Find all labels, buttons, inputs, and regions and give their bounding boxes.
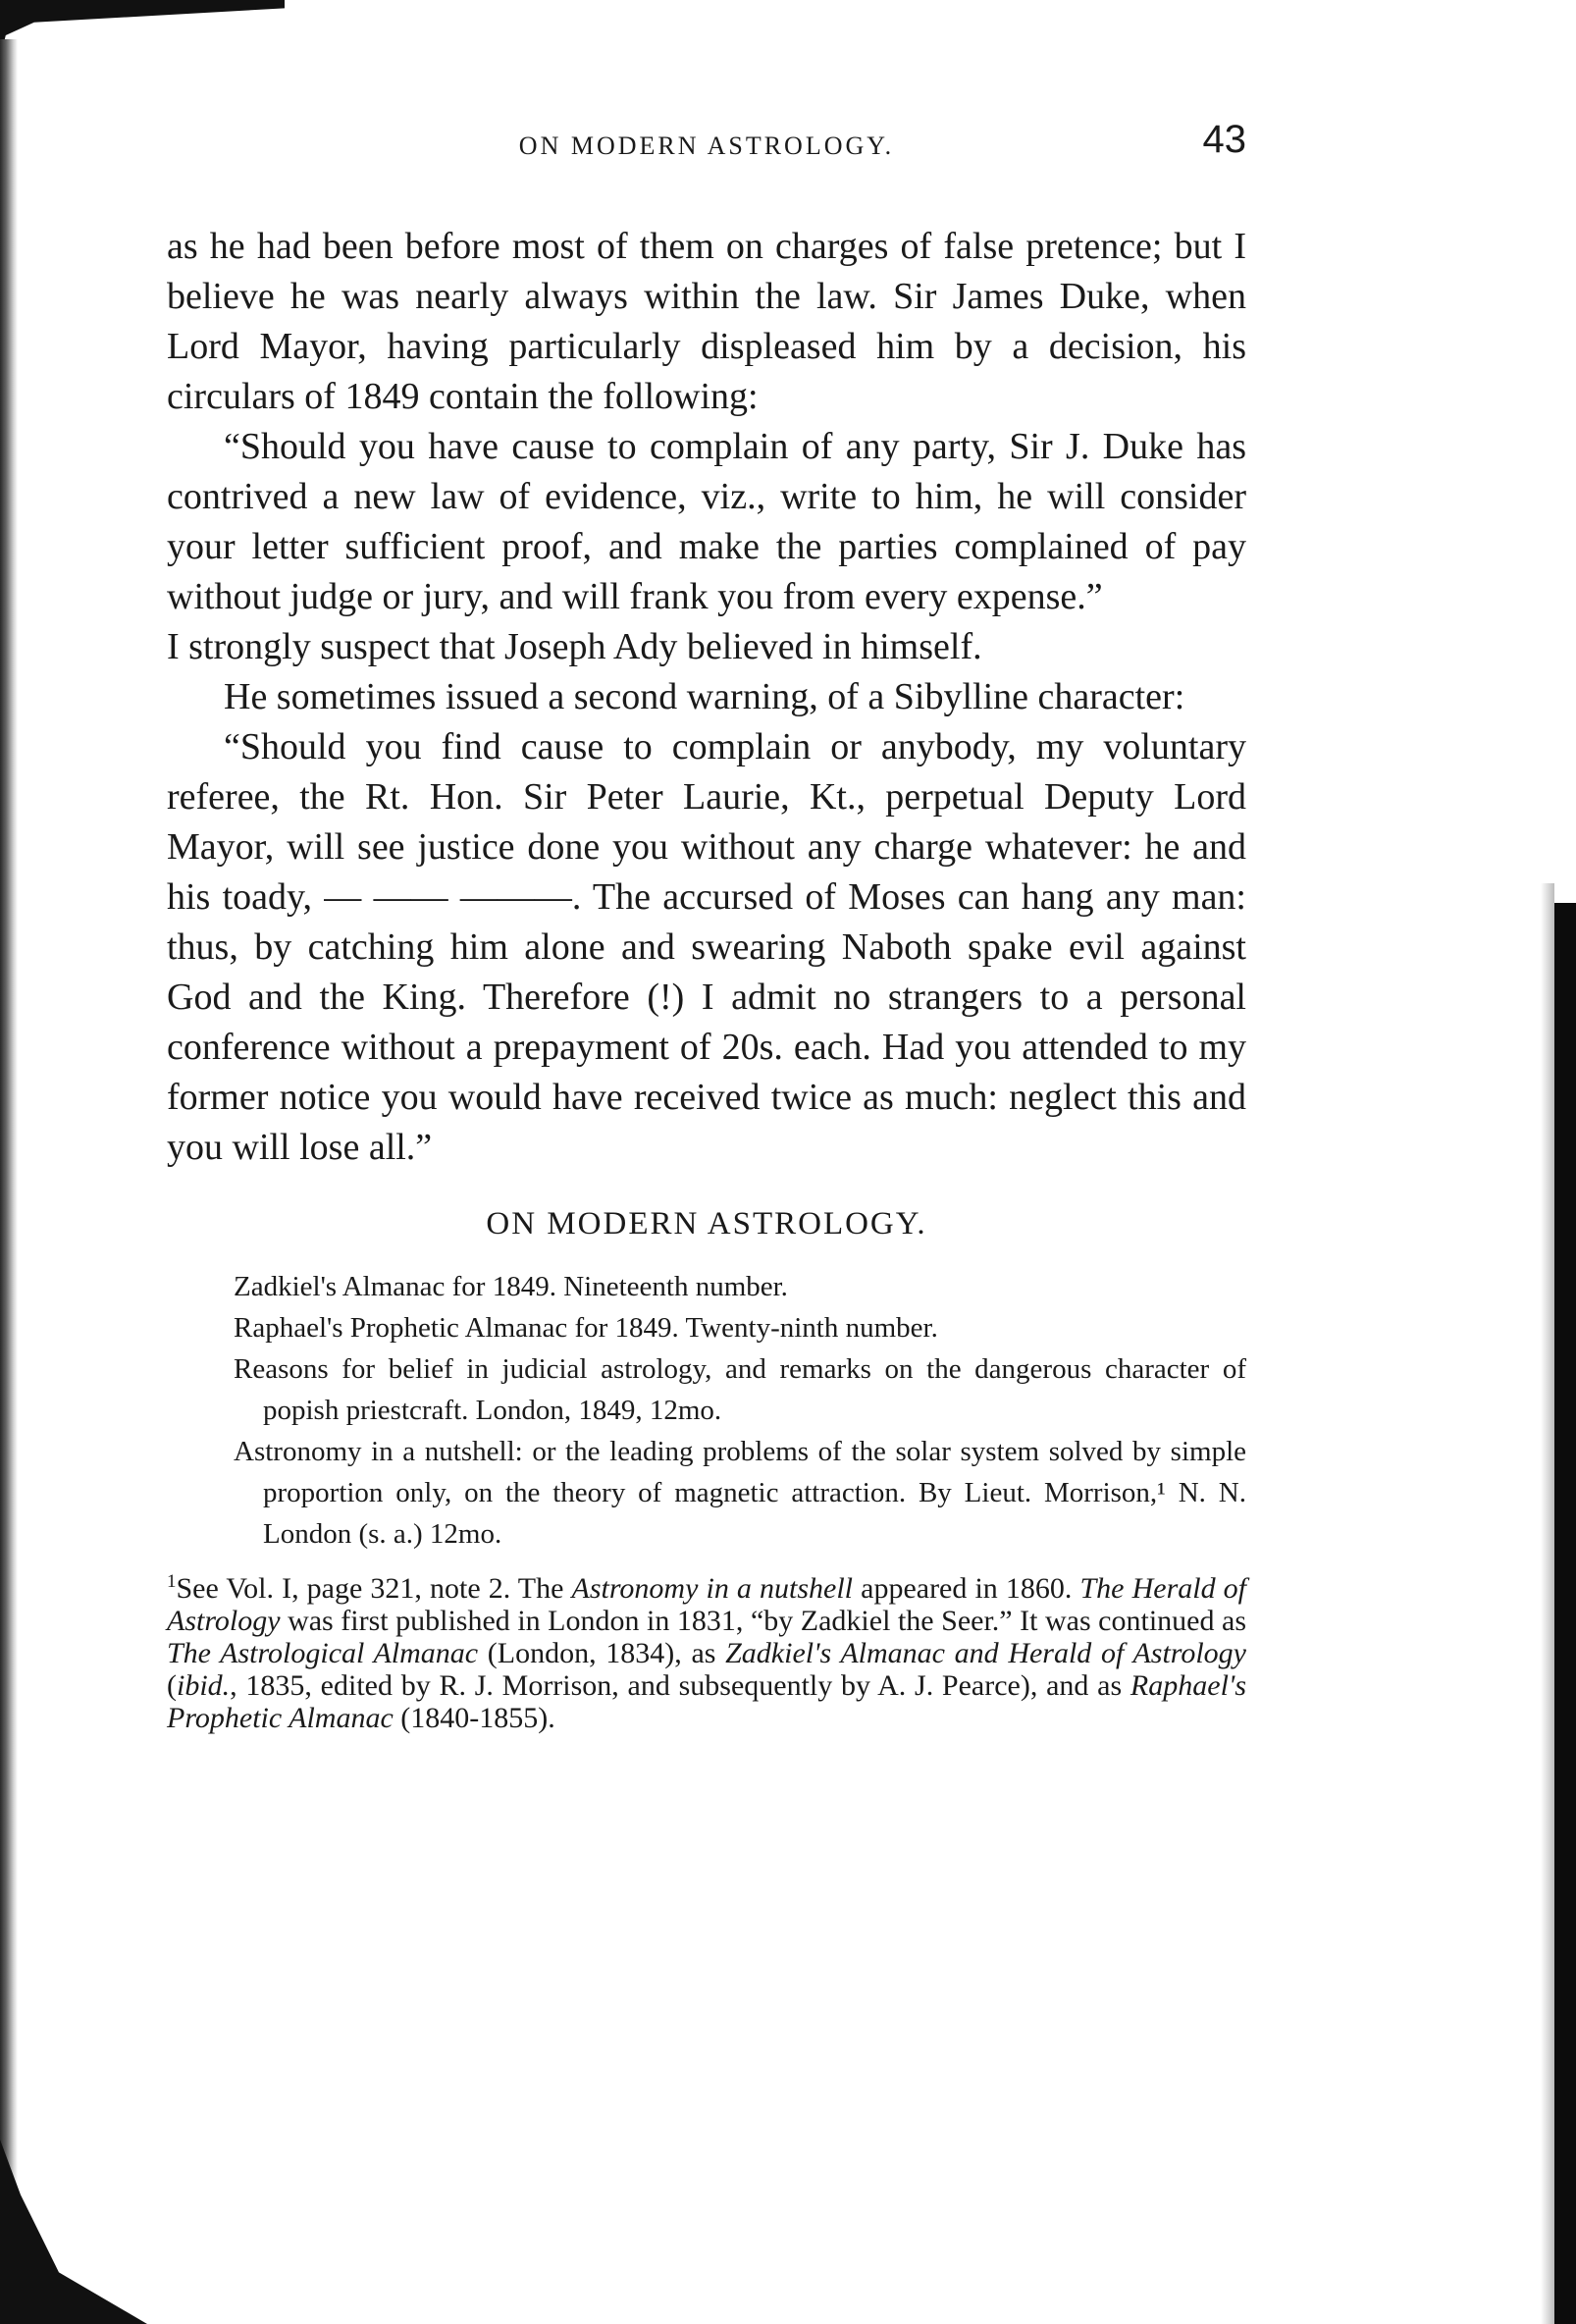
footnote-run: ( (167, 1669, 177, 1702)
footnote-marker: 1 (167, 1571, 177, 1592)
book-page (167, 118, 1246, 1734)
paragraph-4: He sometimes issued a second warning, of a Sibylline character: (224, 676, 1185, 717)
scan-shadow-right-fade (1541, 883, 1554, 2324)
paragraph-2-quote: “Should you have cause to complain of any party, Sir J. Duke has contrived a new law of evidence, viz., write to him, he will consider your letter sufficient proof, and make the parties complained of pay without judge or jury, and will frank you from every expense.” (167, 426, 1246, 617)
footnote-run: (1840-1855). (393, 1702, 555, 1734)
footnote-text (167, 1572, 1246, 1734)
footnote-run: appeared in 1860. (853, 1572, 1080, 1605)
scan-shadow-right-edge (1554, 903, 1576, 2324)
scan-shadow-top-left (0, 0, 285, 59)
bibliography-list (167, 1266, 1246, 1555)
paragraph-1: as he had been before most of them on charges of false pretence; but I believe he was nearly always within the law. Sir James Duke, when Lord Mayor, having particularly displeased him by a decision, his circulars of 1849 contain the following: (167, 226, 1246, 417)
footnote-title: Raphael's Prophetic Almanac (167, 1669, 1246, 1734)
bibliography-entry: Raphael's Prophetic Almanac for 1849. Twenty-ninth number. (234, 1312, 938, 1344)
running-head (167, 118, 1246, 186)
paragraph-5-quote: “Should you find cause to complain or anybody, my voluntary referee, the Rt. Hon. Sir Peter Laurie, Kt., perpetual Deputy Lord Mayor, will see justice done you without any charge whatever: he and his toady, — —— ———. The accursed of Moses can hang any man: thus, by catching him alone and swearing Naboth spake evil against God and the King. Therefore (!) I admit no strangers to a personal conference without a prepayment of 20s. each. Had you attended to my former notice you would have received twice as much: neglect this and you will lose all.” (167, 726, 1246, 1168)
paragraph-3: I strongly suspect that Joseph Ady believed in himself. (167, 626, 982, 667)
footnote-title: Astronomy in a nutshell (571, 1572, 854, 1605)
bibliography-entry: Astronomy in a nutshell: or the leading problems of the solar system solved by simple proportion only, on the theory of magnetic attraction. By Lieut. Morrison,¹ N. N. London (s. a.) 12mo. (234, 1436, 1246, 1550)
footnote-run: was first published in London in 1831, “by Zadkiel the Seer.” It was continued as (280, 1605, 1246, 1637)
page-number: 43 (1202, 118, 1246, 161)
footnote-title: ibid. (177, 1669, 231, 1702)
footnote-run: , 1835, edited by R. J. Morrison, and subsequently by A. J. Pearce), and as (230, 1669, 1130, 1702)
footnote-title: Zadkiel's Almanac and Herald of Astrology (725, 1637, 1246, 1669)
footnote-run: See Vol. I, page 321, note 2. The (176, 1572, 572, 1605)
footnote-run: (London, 1834), as (478, 1637, 726, 1669)
footnote-title: The Herald of Astrology (167, 1572, 1247, 1637)
section-heading: ON MODERN ASTROLOGY. (486, 1206, 927, 1241)
scan-shadow-bottom-left (0, 2139, 147, 2324)
bibliography-entry: Reasons for belief in judicial astrology, and remarks on the dangerous character of popish priestcraft. London, 1849, 12mo. (234, 1353, 1246, 1426)
running-title: ON MODERN ASTROLOGY. (518, 132, 895, 160)
bibliography-entry: Zadkiel's Almanac for 1849. Nineteenth number. (234, 1271, 788, 1302)
footnote (167, 1572, 1246, 1734)
footnote-title: The Astrological Almanac (167, 1637, 479, 1669)
scan-shadow-left-edge (0, 39, 18, 2324)
body-text (167, 222, 1246, 1173)
